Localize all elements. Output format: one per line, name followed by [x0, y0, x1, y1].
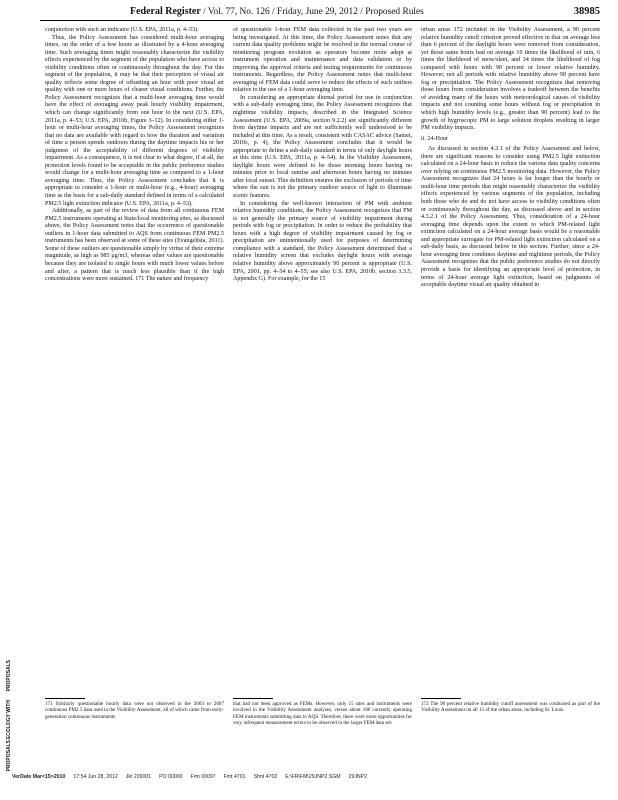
footer-po: PO 00000 — [159, 774, 183, 780]
footnote-rule — [233, 698, 273, 699]
footer-frm: Frm 00097 — [190, 774, 216, 780]
page-number: 38985 — [573, 6, 600, 17]
text-columns — [45, 27, 600, 695]
margin-mark: PROPOSALS — [6, 740, 12, 772]
footnote-rule — [421, 698, 461, 699]
footer-sfmt: Sfmt 4702 — [253, 774, 278, 780]
paragraph: Additionally, as part of the review of data from all continuous FEM PM2.5 instruments operating at State/local monitoring sites, as discussed above, the Policy Assessment notes that the occurrence of questionable outliers in 1-hour data submitted to AQS from continuous FEM PM2.5 instruments has been observed at some of these sites (Evangelista, 2011). Some of these outliers are questionable simply by virtue of their extreme magnitude, as high as 985 µg/m3, whereas other values are questionable because they are isolated to single hours with much lower values before and after, a pattern that is much less plausible than if the high concentrations were more sustained. 171 The nature and frequency — [45, 208, 224, 283]
paragraph: of questionable 1-hour FEM data collected in the past two years are being investigated. At this time, the Policy Assessment notes that any current data quality problems might be resolved in the normal course of monitoring program evolution as operators become more adept at instrument operation and maintenance and data validation or by improving the approval criteria and testing requirements for continuous instruments. Regardless, the Policy Assessment notes that multi-hour averaging of FEM data could serve to reduce the effects of such outliers relative to the use of a 1-hour averaging time. — [233, 27, 412, 94]
column-3 — [421, 27, 600, 695]
footer-verdate: VerDate Mar<15>2010 — [12, 774, 66, 780]
column-2 — [233, 27, 412, 695]
paragraph: Thus, the Policy Assessment has considered multi-hour averaging times, on the order of a few hours as illustrated by a 4-hour averaging time. Such averaging times might reasonably characterize the visibility effects experienced by the segment of the population who have access to visibility conditions often or continuously throughout the day. For this segment of the population, it may be that their perception of visual air quality reflects some degree of offsetting an hour with poor visual air quality with one or more hours of clearer visual conditions. Further, the Policy Assessment recognizes that a multi-hour averaging time would have the effect of averaging away peak hourly visibility impairment, which can change significantly from one hour to the next (U.S. EPA, 2011a, p. 4–53; U.S. EPA, 2010b, Figure 3–12). In considering either 1-hour or multi-hour averaging times, the Policy Assessment recognizes that no data are available with regard to how the duration and variation of time a person spends outdoors during the daytime impacts his or her judgment of the acceptability of different degrees of visibility impairment. As a consequence, it is not clear to what degree, if at all, the protection levels found to be acceptable in the public preference studies would change for a multi-hour averaging time as compared to a 1-hour averaging time. Thus, the Policy Assessment concludes that it is appropriate to consider a 1-hour or multi-hour (e.g., 4-hour) averaging time as the basis for a sub-daily standard defined in terms of a calculated PM2.5 light extinction indicator (U.S. EPA, 2011a, p. 4–53). — [45, 34, 224, 207]
paragraph: In considering an appropriate diurnal period for use in conjunction with a sub-daily averaging time, the Policy Assessment recognizes that nighttime visibility impacts, described in the Integrated Science Assessment (U.S. EPA, 2009a, section 9.2.2) are significantly different from daytime impacts and are not sufficiently well understood to be included at this time. As a result, consistent with CASAC advice (Samet, 2010c, p. 4), the Policy Assessment concludes that it would be appropriate to define a sub-daily standard in terms of only daylight hours at this time (U.S. EPA, 2011a, p. 4–54). In the Visibility Assessment, daylight hours were defined to be those morning hours having no minutes prior to local sunrise and afternoon hours having no minutes after local sunset. This definition ensures the exclusion of periods of time where the sun is not the primary outdoor source of light to illuminate scenic features. — [233, 94, 412, 200]
footer-code: 29JNP2 — [348, 774, 368, 780]
footnote-172: 172 The 90 percent relative humidity cutoff assessment was conducted as part of the Visibility Assessment on all 15 of the urban areas, including St. Louis. — [421, 701, 600, 714]
column-1 — [45, 27, 224, 695]
paragraph: urban areas 172 included in the Visibility Assessment, a 90 percent relative humidity cutoff criterion proved effective in that on average less than 6 percent of the daylight hours were removed from consideration, yet those same hours had on average 10 times the likelihood of rain, 6 times the likelihood of snow/sleet, and 34 times the likelihood of fog compared with hours with 90 percent or lower relative humidity. However, not all periods with relative humidity above 90 percent have fog or precipitation. The Policy Assessment recognizes that removing those hours from consideration involves a tradeoff between the benefits of avoiding many of the hours with meteorological causes of visibility impacts and not counting some hours without fog or precipitation in which high humidity levels (e.g., greater than 90 percent) lead to the growth of hygroscopic PM to large solution droplets resulting in larger PM visibility impacts. — [421, 27, 600, 132]
footnote-171: 171 Similarly questionable hourly data were not observed in the 2003 to 2007 continuous PM2.5 data used in the Visibility Assessment, all of which came from early-generation continuous instruments — [45, 701, 224, 720]
paragraph: As discussed in section 4.3.1 of the Policy Assessment and below, there are significant reasons to consider using PM2.5 light extinction calculated on a 24-hour basis to reduce the various data quality concerns over relying on continuous PM2.5 monitoring data. However, the Policy Assessment recognizes that 24 hours is far longer than the hourly or multi-hour time periods that might reasonably characterize the visibility effects experienced by various segments of the population, including both those who do and do not have access to visibility conditions often or continuously throughout the day, as discussed above and in section 4.3.2.1 of the Policy Assessment. Thus, consideration of a 24-hour averaging time depends upon the extent to which PM-related light extinction calculated on a 24-hour average basis would be a reasonable and appropriate surrogate for PM-related light extinction calculated on a sub-daily basis, as discussed below in this section. Further, since a 24-hour averaging time combines daytime and nighttime periods, the Policy Assessment recognizes that the public preference studies do not directly provide a basis for identifying an appropriate level of protection, in terms of 24-hour average light extinction, based on judgments of acceptable daytime visual air quality obtained in — [421, 146, 600, 289]
section-heading: ii. 24-Hour — [421, 135, 449, 142]
margin-mark: PROPOSALS — [6, 660, 12, 692]
paragraph: conjunction with such an indicator (U.S. EPA, 2011a, p. 4–53). — [45, 27, 199, 33]
footer-jkt: Jkt 226001 — [125, 774, 152, 780]
footnote-171-continued: that had not been approved as FEMs. However, only 15 sites and instruments were involved in the Visibility Assessment analyses, versus about 180 currently operating FEM instruments submitting data to AQS. Therefore, there were more opportunities for very infrequent measurement errors to be observed in the larger FEM data set. — [233, 701, 412, 726]
print-footer — [12, 772, 600, 782]
header-citation — [130, 4, 424, 20]
publication-name: Federal Register — [130, 6, 201, 17]
paragraph: In considering the well-known interaction of PM with ambient relative humidity conditions, the Policy Assessment recognizes that PM is not generally the primary source of visibility impairment during periods with fog or precipitation. In order to reduce the probability that hours with a high degree of visibility impairment caused by fog or precipitation are unintentionally used for purposes of determining compliance with a standard, the Policy Assessment determined that a relative humidity screen that excludes daylight hours with average relative humidity above approximately 90 percent is appropriate (U.S. EPA, 2001, pp. 4–54 to 4–55; see also U.S. EPA, 2010b, section 3.3.5, Appendix G). For example, for the 15 — [233, 200, 412, 283]
footer-time: 17:54 Jun 28, 2012 — [73, 774, 118, 780]
footer-file: E:\FR\FM\29JNP2.SGM — [285, 774, 341, 780]
page-header — [40, 4, 600, 21]
footnote-rule — [45, 698, 85, 699]
margin-mark: ECOLOGY WITH — [6, 700, 12, 740]
footer-fmt: Fmt 4701 — [223, 774, 246, 780]
issue-info: / Vol. 77, No. 126 / Friday, June 29, 2012 / Proposed Rules — [203, 7, 424, 17]
